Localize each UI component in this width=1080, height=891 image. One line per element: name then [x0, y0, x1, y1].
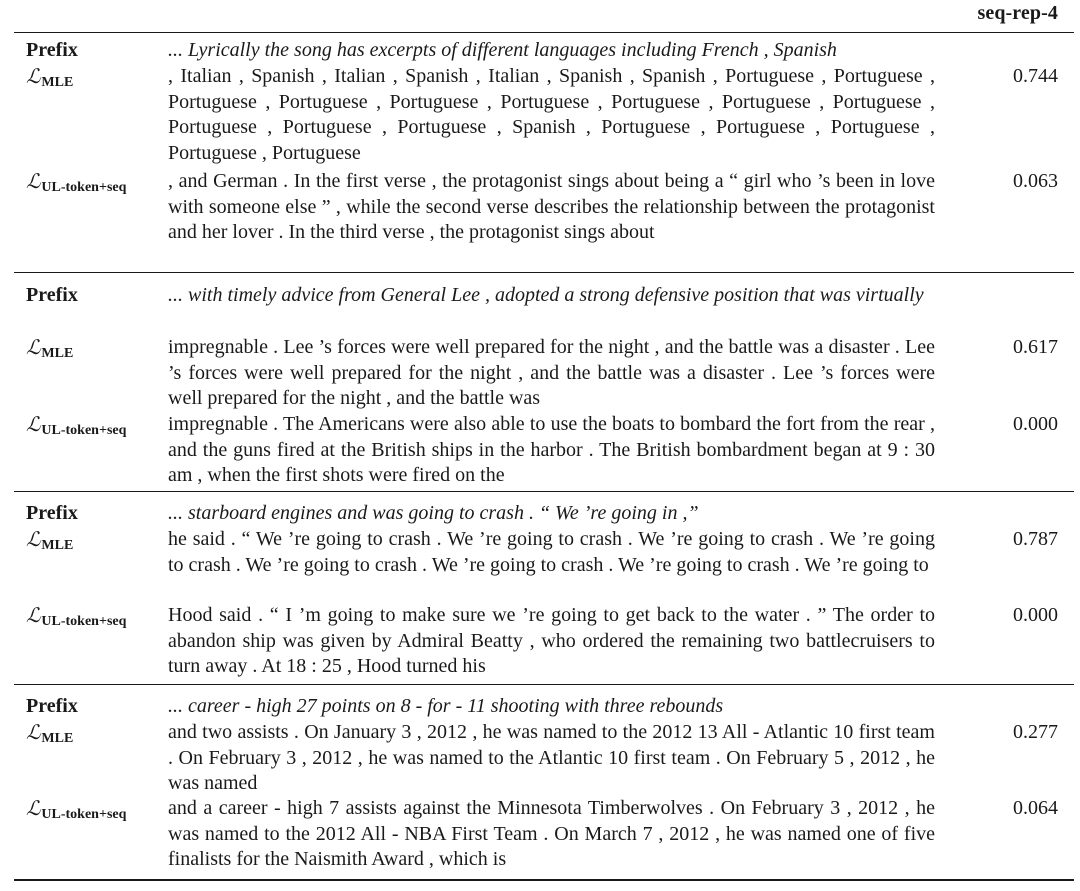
ul-continuation: Hood said . “ I ’m going to make sure we ’re going to get back to the water . ” The order to abandon ship was given by Admiral Beatty , who ordered the remaining two battlecruisers to turn away . At 18 : 25 , Hood turned his	[168, 604, 935, 678]
row-divider	[14, 684, 1074, 685]
mle-subscript: MLE	[41, 538, 74, 553]
prefix-text: ... career - high 27 points on 8 - for - 11 shooting with three rebounds	[168, 695, 724, 717]
bottom-rule	[14, 879, 1074, 881]
ul-score: 0.064	[1013, 797, 1058, 819]
mle-label	[26, 720, 73, 749]
ul-symbol: ℒ	[26, 796, 41, 820]
mle-score: 0.277	[1013, 721, 1058, 743]
ul-label	[26, 169, 126, 198]
mle-symbol: ℒ	[26, 527, 41, 551]
ul-symbol: ℒ	[26, 169, 41, 193]
ul-subscript: UL-token+seq	[41, 423, 127, 438]
seq-rep-4-column-header: seq-rep-4	[977, 2, 1058, 24]
prefix-text: ... Lyrically the song has excerpts of different languages including French , Spanish	[168, 39, 837, 61]
mle-symbol: ℒ	[26, 720, 41, 744]
ul-score: 0.063	[1013, 170, 1058, 192]
ul-subscript: UL-token+seq	[41, 614, 127, 629]
prefix-label: Prefix	[26, 284, 78, 306]
row-divider	[14, 272, 1074, 273]
ul-score: 0.000	[1013, 604, 1058, 626]
mle-label	[26, 527, 73, 556]
ul-continuation: , and German . In the first verse , the protagonist sings about being a “ girl who ’s been in love with someone else ” , while the second verse describes the relationship between the protagonist and her lover . In the third verse , the protagonist sings about	[168, 170, 935, 244]
ul-symbol: ℒ	[26, 412, 41, 436]
prefix-text: ... starboard engines and was going to crash . “ We ’re going in ,”	[168, 502, 699, 524]
mle-score: 0.787	[1013, 528, 1058, 550]
mle-symbol: ℒ	[26, 335, 41, 359]
prefix-label: Prefix	[26, 502, 78, 524]
mle-score: 0.617	[1013, 336, 1058, 358]
ul-symbol: ℒ	[26, 603, 41, 627]
ul-label	[26, 412, 126, 441]
ul-label	[26, 603, 126, 632]
ul-label	[26, 796, 126, 825]
row-divider	[14, 491, 1074, 492]
prefix-label: Prefix	[26, 695, 78, 717]
prefix-text: ... with timely advice from General Lee , adopted a strong defensive position that was virtually	[168, 284, 924, 306]
mle-score: 0.744	[1013, 65, 1058, 87]
ul-subscript: UL-token+seq	[41, 807, 127, 822]
mle-label	[26, 335, 73, 364]
ul-continuation: and a career - high 7 assists against the Minnesota Timberwolves . On February 3 , 2012 , he was named to the 2012 All - NBA First Team . On March 7 , 2012 , he was named one of five finalists for the Naismith Award , which is	[168, 797, 935, 871]
mle-continuation: he said . “ We ’re going to crash . We ’re going to crash . We ’re going to crash . We ’re going to crash . We ’re going to crash . We ’re going to crash . We ’re going to crash . We ’re going to	[168, 528, 935, 576]
mle-subscript: MLE	[41, 346, 74, 361]
ul-continuation: impregnable . The Americans were also able to use the boats to bombard the fort from the rear , and the guns fired at the British ships in the harbor . The British bombardment began at 9 : 30 am , when the first shots were fired on the	[168, 413, 935, 487]
mle-continuation: impregnable . Lee ’s forces were well prepared for the night , and the battle was a disaster . Lee ’s forces were well prepared for the night , and the battle was a disaster . Lee ’s forces were well prepared for the night , and the battle was	[168, 336, 935, 410]
mle-label	[26, 64, 73, 93]
top-rule	[14, 32, 1074, 33]
mle-continuation: and two assists . On January 3 , 2012 , he was named to the 2012 13 All - Atlantic 10 first team . On February 3 , 2012 , he was named to the Atlantic 10 first team . On February 5 , 2012 , he was named	[168, 721, 935, 795]
prefix-label: Prefix	[26, 39, 78, 61]
mle-symbol: ℒ	[26, 64, 41, 88]
ul-score: 0.000	[1013, 413, 1058, 435]
ul-subscript: UL-token+seq	[41, 180, 127, 195]
mle-subscript: MLE	[41, 75, 74, 90]
table-header-row	[0, 0, 1080, 32]
mle-subscript: MLE	[41, 731, 74, 746]
mle-continuation: , Italian , Spanish , Italian , Spanish , Italian , Spanish , Spanish , Portuguese , Portuguese , Portuguese , Portuguese , Portuguese , Portuguese , Portuguese , Portuguese , Portuguese , Portuguese , Portuguese , Portuguese , Spanish , Portuguese , Portuguese , Portuguese , Portuguese , Portuguese	[168, 65, 935, 164]
